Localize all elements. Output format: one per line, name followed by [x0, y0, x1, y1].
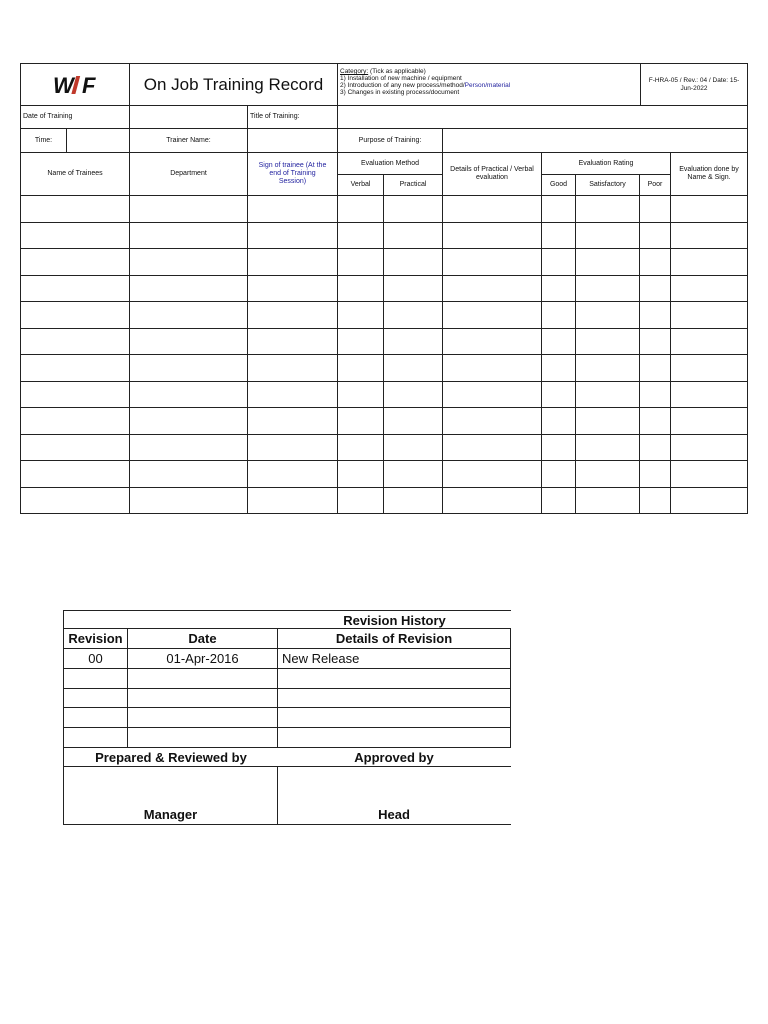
row-11-good-cell[interactable]	[541, 460, 576, 488]
row-7-sign-cell[interactable]	[247, 354, 338, 382]
header-sign-of-trainee: Sign of trainee (At the end of Training Session)	[247, 152, 338, 196]
prepared-reviewed-label: Prepared & Reviewed by	[63, 747, 278, 767]
row-10-good-cell[interactable]	[541, 434, 576, 462]
row-8-poor-cell[interactable]	[639, 381, 671, 409]
category-item-1: 1) Installation of new machine / equipment	[340, 75, 462, 82]
header-poor: Poor	[639, 174, 671, 196]
row-4-sign-cell[interactable]	[247, 275, 338, 303]
row-10-verbal-cell[interactable]	[337, 434, 384, 462]
row-10-details-cell[interactable]	[442, 434, 542, 462]
rev-row-2-date	[127, 668, 278, 689]
row-7-evaluated-by-cell[interactable]	[670, 354, 748, 382]
category-box	[337, 63, 641, 106]
row-4-poor-cell[interactable]	[639, 275, 671, 303]
row-6-evaluated-by-cell[interactable]	[670, 328, 748, 356]
date-of-training-label: Date of Training	[20, 105, 130, 129]
row-3-details-cell[interactable]	[442, 248, 542, 276]
row-11-sign-cell[interactable]	[247, 460, 338, 488]
row-12-good-cell[interactable]	[541, 487, 576, 515]
row-10-department-cell[interactable]	[129, 434, 248, 462]
row-9-poor-cell[interactable]	[639, 407, 671, 435]
row-3-evaluated-by-cell[interactable]	[670, 248, 748, 276]
row-3-department-cell[interactable]	[129, 248, 248, 276]
rev-row-3-revision	[63, 688, 128, 709]
row-1-verbal-cell[interactable]	[337, 195, 384, 223]
row-2-poor-cell[interactable]	[639, 222, 671, 250]
row-1-practical-cell[interactable]	[383, 195, 443, 223]
category-item-2-highlight: Person/material	[464, 82, 511, 89]
row-9-good-cell[interactable]	[541, 407, 576, 435]
row-2-trainee-name-cell[interactable]	[20, 222, 130, 250]
title-of-training-field[interactable]	[337, 105, 748, 129]
category-item-2: 2) Introduction of any new process/method/Person/material	[340, 82, 511, 89]
category-label: Category:	[340, 68, 369, 75]
header-name-of-trainees: Name of Trainees	[20, 152, 130, 196]
category-note: (Tick as applicable)	[368, 68, 426, 75]
row-8-details-cell[interactable]	[442, 381, 542, 409]
row-7-good-cell[interactable]	[541, 354, 576, 382]
svg-text:W: W	[53, 72, 74, 97]
row-8-sign-cell[interactable]	[247, 381, 338, 409]
row-5-practical-cell[interactable]	[383, 301, 443, 329]
row-2-details-cell[interactable]	[442, 222, 542, 250]
row-11-poor-cell[interactable]	[639, 460, 671, 488]
title-of-training-label: Title of Training:	[247, 105, 338, 129]
row-9-evaluated-by-cell[interactable]	[670, 407, 748, 435]
row-5-poor-cell[interactable]	[639, 301, 671, 329]
row-4-trainee-name-cell[interactable]	[20, 275, 130, 303]
row-7-satisfactory-cell[interactable]	[575, 354, 640, 382]
row-9-details-cell[interactable]	[442, 407, 542, 435]
time-field[interactable]	[66, 128, 130, 153]
header-department: Department	[129, 152, 248, 196]
row-5-sign-cell[interactable]	[247, 301, 338, 329]
row-12-satisfactory-cell[interactable]	[575, 487, 640, 515]
row-3-verbal-cell[interactable]	[337, 248, 384, 276]
row-3-satisfactory-cell[interactable]	[575, 248, 640, 276]
row-7-verbal-cell[interactable]	[337, 354, 384, 382]
row-3-good-cell[interactable]	[541, 248, 576, 276]
rev-row-3-details	[277, 688, 511, 709]
row-1-poor-cell[interactable]	[639, 195, 671, 223]
row-5-trainee-name-cell[interactable]	[20, 301, 130, 329]
trainer-name-field[interactable]	[247, 128, 338, 153]
row-12-trainee-name-cell[interactable]	[20, 487, 130, 515]
row-10-practical-cell[interactable]	[383, 434, 443, 462]
row-11-practical-cell[interactable]	[383, 460, 443, 488]
row-10-satisfactory-cell[interactable]	[575, 434, 640, 462]
row-9-satisfactory-cell[interactable]	[575, 407, 640, 435]
head-signature-box[interactable]	[277, 766, 511, 825]
row-11-satisfactory-cell[interactable]	[575, 460, 640, 488]
row-7-poor-cell[interactable]	[639, 354, 671, 382]
rev-row-5-details	[277, 727, 511, 748]
rev-row-1-revision: 00	[63, 648, 128, 669]
row-2-practical-cell[interactable]	[383, 222, 443, 250]
row-1-good-cell[interactable]	[541, 195, 576, 223]
row-8-verbal-cell[interactable]	[337, 381, 384, 409]
row-11-evaluated-by-cell[interactable]	[670, 460, 748, 488]
row-5-good-cell[interactable]	[541, 301, 576, 329]
manager-signature-box[interactable]	[63, 766, 278, 825]
header-evaluation-rating: Evaluation Rating	[541, 152, 671, 175]
row-1-details-cell[interactable]	[442, 195, 542, 223]
row-12-details-cell[interactable]	[442, 487, 542, 515]
row-8-trainee-name-cell[interactable]	[20, 381, 130, 409]
purpose-of-training-field[interactable]	[442, 128, 748, 153]
row-12-sign-cell[interactable]	[247, 487, 338, 515]
rev-row-5-date	[127, 727, 278, 748]
row-8-department-cell[interactable]	[129, 381, 248, 409]
rev-row-4-details	[277, 707, 511, 728]
row-12-poor-cell[interactable]	[639, 487, 671, 515]
row-4-verbal-cell[interactable]	[337, 275, 384, 303]
row-3-trainee-name-cell[interactable]	[20, 248, 130, 276]
category-item-3: 3) Changes in existing process/document	[340, 89, 460, 96]
row-7-details-cell[interactable]	[442, 354, 542, 382]
row-4-satisfactory-cell[interactable]	[575, 275, 640, 303]
row-6-trainee-name-cell[interactable]	[20, 328, 130, 356]
row-7-trainee-name-cell[interactable]	[20, 354, 130, 382]
row-4-evaluated-by-cell[interactable]	[670, 275, 748, 303]
row-6-details-cell[interactable]	[442, 328, 542, 356]
svg-text:F: F	[82, 72, 96, 97]
row-7-department-cell[interactable]	[129, 354, 248, 382]
company-logo	[51, 73, 99, 97]
row-9-sign-cell[interactable]	[247, 407, 338, 435]
row-3-poor-cell[interactable]	[639, 248, 671, 276]
rev-row-1-details: New Release	[277, 648, 511, 669]
row-3-practical-cell[interactable]	[383, 248, 443, 276]
date-of-training-field[interactable]	[129, 105, 248, 129]
manager-role: Manager	[143, 807, 198, 822]
revision-history-title: Revision History	[343, 612, 446, 628]
row-2-verbal-cell[interactable]	[337, 222, 384, 250]
row-6-verbal-cell[interactable]	[337, 328, 384, 356]
row-5-department-cell[interactable]	[129, 301, 248, 329]
header-good: Good	[541, 174, 576, 196]
header-verbal: Verbal	[337, 174, 384, 196]
header-details: Details of Practical / Verbal evaluation	[442, 152, 542, 196]
row-11-trainee-name-cell[interactable]	[20, 460, 130, 488]
row-1-evaluated-by-cell[interactable]	[670, 195, 748, 223]
row-8-practical-cell[interactable]	[383, 381, 443, 409]
row-10-evaluated-by-cell[interactable]	[670, 434, 748, 462]
time-label: Time:	[20, 128, 67, 153]
document-reference: F-HRA-05 / Rev.: 04 / Date: 15-Jun-2022	[640, 63, 748, 106]
rev-row-1-date: 01-Apr-2016	[127, 648, 278, 669]
row-2-good-cell[interactable]	[541, 222, 576, 250]
row-12-evaluated-by-cell[interactable]	[670, 487, 748, 515]
row-4-good-cell[interactable]	[541, 275, 576, 303]
rev-row-5-revision	[63, 727, 128, 748]
row-10-poor-cell[interactable]	[639, 434, 671, 462]
row-6-practical-cell[interactable]	[383, 328, 443, 356]
row-8-good-cell[interactable]	[541, 381, 576, 409]
row-12-verbal-cell[interactable]	[337, 487, 384, 515]
row-12-department-cell[interactable]	[129, 487, 248, 515]
approved-by-label: Approved by	[354, 749, 434, 765]
row-6-satisfactory-cell[interactable]	[575, 328, 640, 356]
header-practical: Practical	[383, 174, 443, 196]
row-10-trainee-name-cell[interactable]	[20, 434, 130, 462]
header-satisfactory: Satisfactory	[575, 174, 640, 196]
row-5-details-cell[interactable]	[442, 301, 542, 329]
rev-row-4-revision	[63, 707, 128, 728]
row-9-practical-cell[interactable]	[383, 407, 443, 435]
head-role: Head	[378, 807, 410, 822]
header-evaluation-method: Evaluation Method	[337, 152, 443, 175]
row-9-verbal-cell[interactable]	[337, 407, 384, 435]
row-5-verbal-cell[interactable]	[337, 301, 384, 329]
row-6-good-cell[interactable]	[541, 328, 576, 356]
row-5-evaluated-by-cell[interactable]	[670, 301, 748, 329]
row-11-details-cell[interactable]	[442, 460, 542, 488]
rev-col-details: Details of Revision	[277, 628, 511, 649]
row-4-details-cell[interactable]	[442, 275, 542, 303]
row-9-trainee-name-cell[interactable]	[20, 407, 130, 435]
rev-row-2-details	[277, 668, 511, 689]
row-12-practical-cell[interactable]	[383, 487, 443, 515]
row-6-department-cell[interactable]	[129, 328, 248, 356]
row-11-department-cell[interactable]	[129, 460, 248, 488]
row-8-evaluated-by-cell[interactable]	[670, 381, 748, 409]
row-2-sign-cell[interactable]	[247, 222, 338, 250]
trainer-name-label: Trainer Name:	[129, 128, 248, 153]
row-6-sign-cell[interactable]	[247, 328, 338, 356]
row-11-verbal-cell[interactable]	[337, 460, 384, 488]
row-2-department-cell[interactable]	[129, 222, 248, 250]
row-3-sign-cell[interactable]	[247, 248, 338, 276]
rev-col-date: Date	[127, 628, 278, 649]
row-1-trainee-name-cell[interactable]	[20, 195, 130, 223]
row-1-satisfactory-cell[interactable]	[575, 195, 640, 223]
rev-row-4-date	[127, 707, 278, 728]
logo-cell	[20, 63, 130, 106]
rev-row-3-date	[127, 688, 278, 709]
purpose-of-training-label: Purpose of Training:	[337, 128, 443, 153]
row-9-department-cell[interactable]	[129, 407, 248, 435]
row-2-evaluated-by-cell[interactable]	[670, 222, 748, 250]
row-8-satisfactory-cell[interactable]	[575, 381, 640, 409]
page-title: On Job Training Record	[129, 63, 338, 106]
row-10-sign-cell[interactable]	[247, 434, 338, 462]
row-2-satisfactory-cell[interactable]	[575, 222, 640, 250]
header-evaluation-done-by: Evaluation done by Name & Sign.	[670, 152, 748, 196]
row-1-sign-cell[interactable]	[247, 195, 338, 223]
row-1-department-cell[interactable]	[129, 195, 248, 223]
row-4-practical-cell[interactable]	[383, 275, 443, 303]
rev-col-revision: Revision	[63, 628, 128, 649]
row-5-satisfactory-cell[interactable]	[575, 301, 640, 329]
row-6-poor-cell[interactable]	[639, 328, 671, 356]
row-4-department-cell[interactable]	[129, 275, 248, 303]
rev-row-2-revision	[63, 668, 128, 689]
row-7-practical-cell[interactable]	[383, 354, 443, 382]
